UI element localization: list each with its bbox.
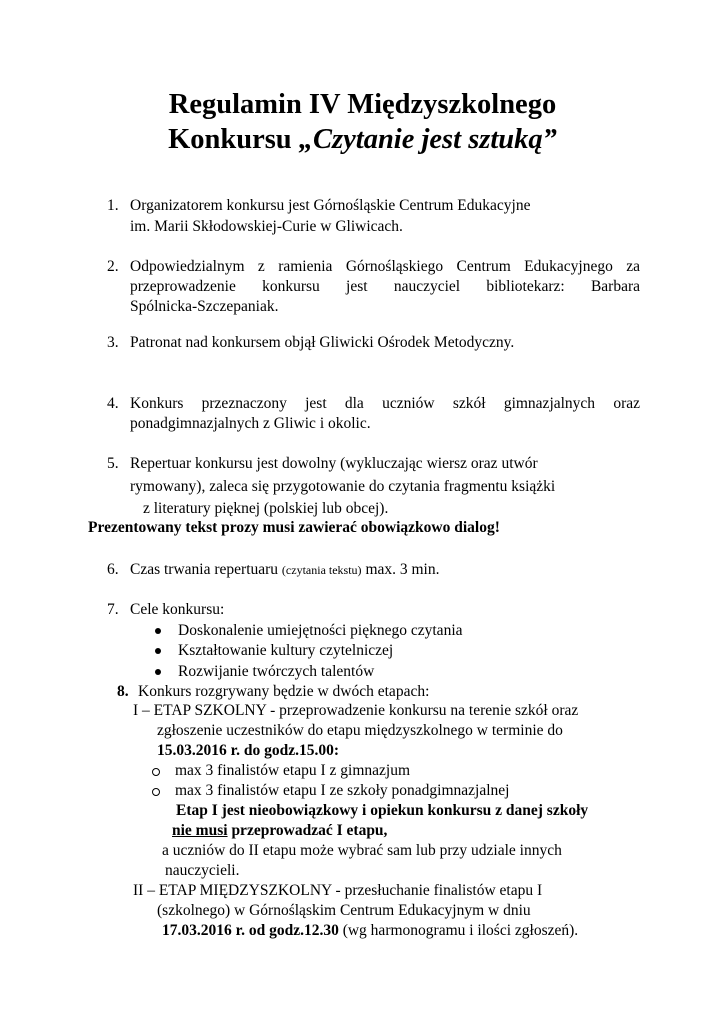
stage-1-note-line-1: Etap I jest nieobowiązkowy i opiekun konkursu z danej szkoły [176, 802, 589, 819]
page-title-line-2 [0, 123, 725, 157]
circle-bullet-icon [152, 788, 160, 796]
goal-item-2: Kształtowanie kultury czytelniczej [178, 642, 394, 659]
item-3-line-1: Patronat nad konkursem objął Gliwicki Ośrodek Metodyczny. [130, 334, 515, 351]
title-prefix: Konkursu [168, 124, 299, 155]
item-6-line [130, 560, 440, 580]
item-6-small-text: (czytania tekstu) [281, 563, 362, 577]
circle-bullet-icon [152, 768, 160, 776]
stage-1-extra-line-1: a uczniów do II etapu może wybrać sam lub przy udziale innych [162, 842, 562, 859]
item-4-line-2: ponadgimnazjalnych z Gliwic i okolic. [130, 415, 371, 432]
item-4-line-1: Konkurs przeznaczony jest dla uczniów szkół gimnazjalnych oraz [130, 395, 640, 412]
stage-1-note-rest: przeprowadzać I etapu, [227, 822, 388, 839]
stage-1-note-underlined: nie musi [172, 822, 228, 839]
stage-1-line-1: I – ETAP SZKOLNY - przeprowadzenie konkursu na terenie szkół oraz [133, 702, 579, 719]
stage-2-line-1: II – ETAP MIĘDZYSZKOLNY - przesłuchanie finalistów etapu I [133, 882, 543, 899]
item-1-line-2: im. Marii Skłodowskiej-Curie w Gliwicach. [130, 218, 403, 235]
stage-2-rest: (wg harmonogramu i ilości zgłoszeń). [338, 922, 579, 939]
bullet-icon [155, 669, 161, 675]
item-2-line-1: Odpowiedzialnym z ramienia Górnośląskiego Centrum Edukacyjnego za [130, 258, 640, 275]
stage-1-line-2: zgłoszenie uczestników do etapu międzyszkolnego w terminie do [157, 722, 563, 739]
item-number-6: 6. [107, 561, 119, 578]
item-number-8: 8. [117, 683, 129, 700]
item-2-line-3: Spólnicka-Szczepaniak. [130, 298, 279, 315]
dialog-requirement-note: Prezentowany tekst prozy musi zawierać obowiązkowo dialog! [88, 519, 500, 536]
stage-1-note-line-2 [172, 821, 387, 841]
item-number-3: 3. [107, 334, 119, 351]
goal-item-3: Rozwijanie twórczych talentów [178, 663, 375, 680]
item-5-line-3: z literatury pięknej (polskiej lub obcej). [143, 500, 389, 517]
item-number-5: 5. [107, 455, 119, 472]
stage-1-deadline: 15.03.2016 r. do godz.15.00: [157, 742, 339, 759]
item-6-text-b: max. 3 min. [361, 561, 440, 578]
page-title-line-1: Regulamin IV Międzyszkolnego [168, 89, 557, 120]
stage-1-finalist-1: max 3 finalistów etapu I z gimnazjum [175, 762, 411, 779]
item-7-line-1: Cele konkursu: [130, 601, 225, 618]
goal-item-1: Doskonalenie umiejętności pięknego czytania [178, 622, 463, 639]
item-2-line-2: przeprowadzenie konkursu jest nauczyciel bibliotekarz: Barbara [130, 278, 640, 295]
stage-2-line-3 [162, 921, 578, 941]
item-5-line-2: rymowany), zaleca się przygotowanie do czytania fragmentu książki [130, 478, 556, 495]
item-5-line-1: Repertuar konkursu jest dowolny (wykluczając wiersz oraz utwór [130, 455, 538, 472]
item-6-text-a: Czas trwania repertuaru [130, 561, 282, 578]
bullet-icon [155, 628, 161, 634]
item-1-line-1: Organizatorem konkursu jest Górnośląskie Centrum Edukacyjne [130, 197, 531, 214]
stage-2-date: 17.03.2016 r. od godz.12.30 [162, 922, 339, 939]
stage-1-extra-line-2: nauczycieli. [165, 862, 240, 879]
item-8-line-1: Konkurs rozgrywany będzie w dwóch etapach: [138, 683, 430, 700]
item-number-2: 2. [107, 258, 119, 275]
item-number-7: 7. [107, 601, 119, 618]
stage-2-line-2: (szkolnego) w Górnośląskim Centrum Edukacyjnym w dniu [157, 902, 531, 919]
bullet-icon [155, 648, 161, 654]
title-contest-name: „Czytanie jest sztuką” [298, 124, 557, 155]
item-number-1: 1. [107, 197, 119, 214]
stage-1-finalist-2: max 3 finalistów etapu I ze szkoły ponadgimnazjalnej [175, 782, 510, 799]
item-number-4: 4. [107, 395, 119, 412]
